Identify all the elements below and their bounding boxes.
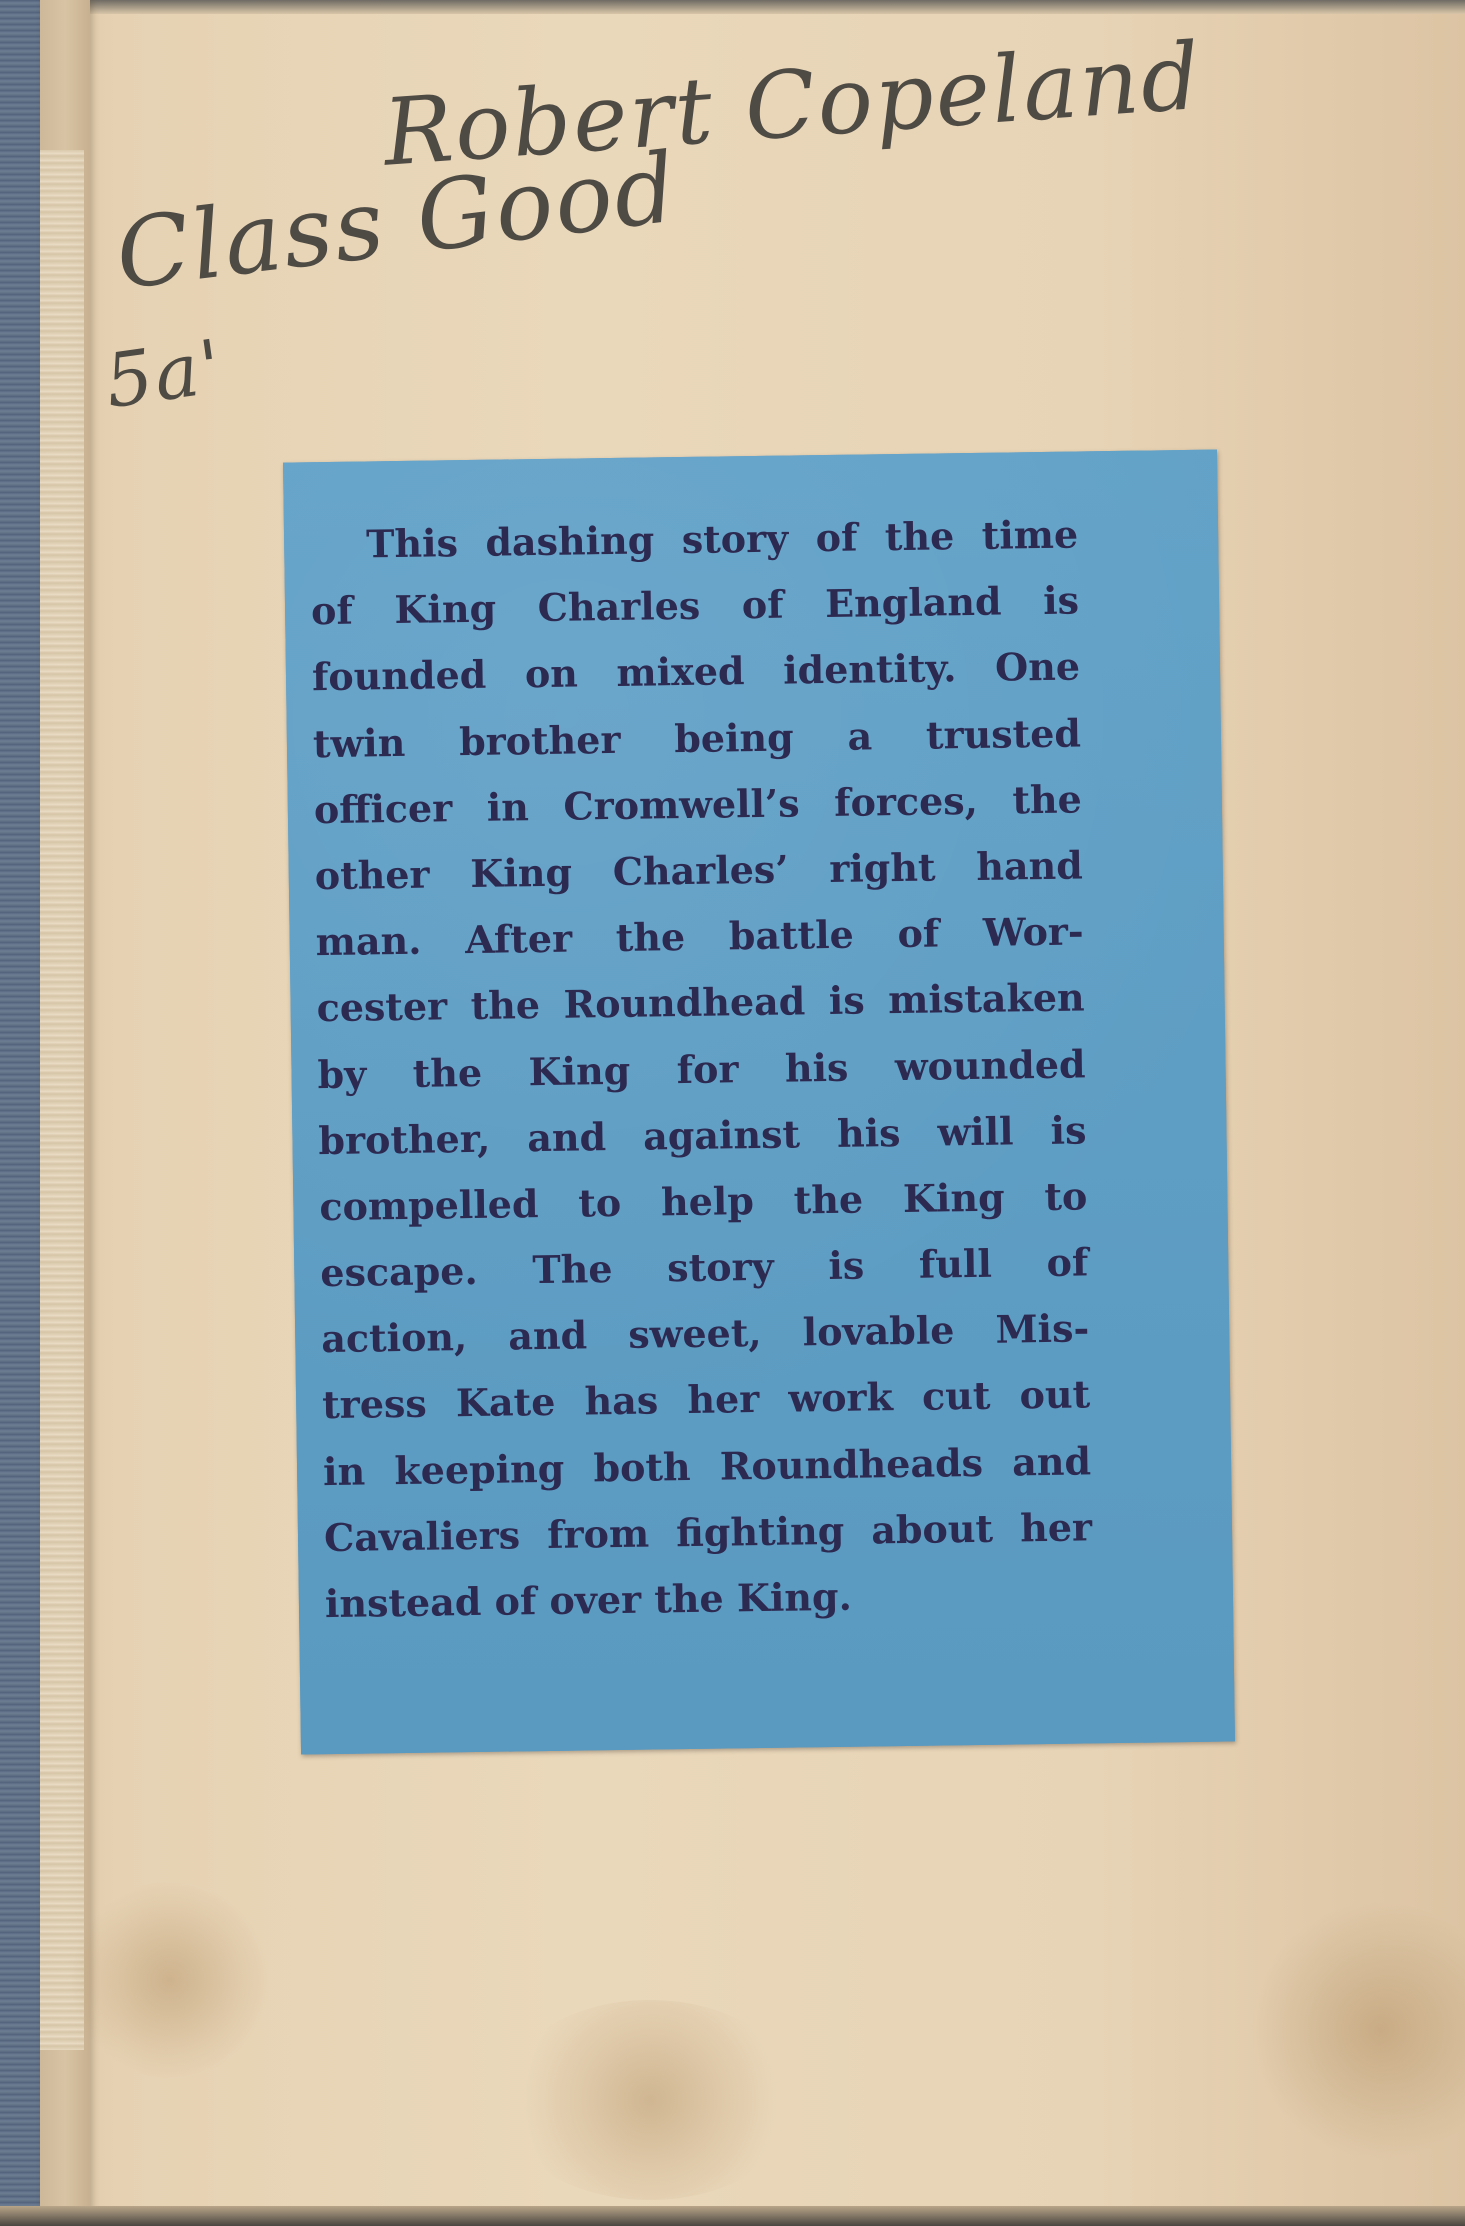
blurb-line: cester the Roundhead is mistaken	[316, 974, 1085, 1031]
blurb-line: of King Charles of England is	[310, 577, 1080, 634]
blurb-line: brother, and against his will is	[318, 1107, 1087, 1163]
blurb-line: tress Kate has her work cut out	[321, 1371, 1091, 1428]
stain	[70, 1880, 270, 2080]
handwritten-inscription	[0, 0, 1465, 480]
blurb-line: in keeping both Roundheads and	[322, 1438, 1092, 1494]
blurb-line: compelled to help the King to	[319, 1173, 1088, 1230]
stain	[1250, 1900, 1465, 2160]
handwritten-room-number: 5a'	[100, 323, 229, 426]
blurb-text	[310, 501, 1094, 1637]
blurb-line: action, and sweet, lovable Mis-	[320, 1305, 1090, 1362]
pasted-blurb-slip	[283, 450, 1235, 1755]
handwritten-owner-name: Robert Copeland	[380, 22, 1206, 187]
blurb-line: twin brother being a trusted	[312, 710, 1082, 766]
page-bottom-edge	[0, 2206, 1465, 2226]
handwritten-class-note: Class Good	[110, 131, 684, 312]
blurb-line: instead of over the King.	[324, 1573, 853, 1627]
blurb-line: by the King for his wounded	[317, 1040, 1086, 1097]
blurb-line: officer in Cromwell’s forces, the	[313, 776, 1083, 832]
stain	[500, 2000, 800, 2200]
blurb-line: Cavaliers from fighting about her	[323, 1504, 1093, 1560]
blurb-line: other King Charles’ right hand	[314, 842, 1084, 899]
blurb-line: man. After the battle of Wor-	[315, 908, 1084, 965]
blurb-line: founded on mixed identity. One	[311, 643, 1081, 700]
blurb-line: escape. The story is full of	[320, 1239, 1089, 1296]
blurb-line: This dashing story of the time	[365, 511, 1079, 567]
